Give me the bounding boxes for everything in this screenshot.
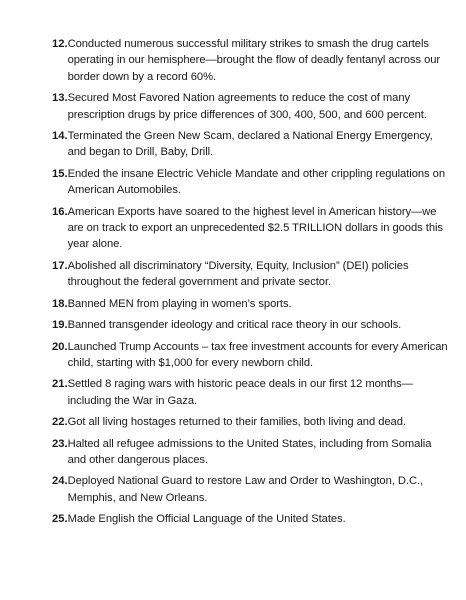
list-item bbox=[52, 339, 452, 372]
accomplishments-list bbox=[52, 36, 452, 533]
list-item bbox=[52, 258, 452, 291]
item-text: Deployed National Guard to restore Law and Order to Washington, D.C., Memphis, and New Orleans. bbox=[67, 475, 424, 504]
item-text: Terminated the Green New Scam, declared a National Energy Emergency, and began to Drill, Baby, Drill. bbox=[67, 130, 433, 159]
item-text: Banned MEN from playing in women’s sports. bbox=[67, 297, 292, 310]
item-text: Settled 8 raging wars with historic peace deals in our first 12 months—including the War in Gaza. bbox=[67, 378, 413, 407]
list-item bbox=[52, 128, 452, 161]
list-item bbox=[52, 376, 452, 409]
item-number: 14. bbox=[52, 130, 68, 143]
item-number: 17. bbox=[52, 259, 68, 272]
list-item bbox=[52, 296, 452, 312]
item-text: Abolished all discriminatory “Diversity, Equity, Inclusion” (DEI) policies throughout the federal government and private sector. bbox=[67, 259, 409, 289]
item-text: Launched Trump Accounts – tax free investment accounts for every American child, starting with $1,000 for every newborn child. bbox=[67, 340, 448, 369]
list-item bbox=[52, 317, 452, 333]
item-number: 22. bbox=[52, 416, 68, 429]
item-number: 16. bbox=[52, 205, 68, 218]
item-number: 19. bbox=[52, 319, 68, 332]
list-item bbox=[52, 473, 452, 506]
item-text: Ended the insane Electric Vehicle Mandate and other crippling regulations on American Automobiles. bbox=[67, 167, 446, 197]
item-number: 18. bbox=[52, 297, 68, 310]
list-item bbox=[52, 204, 452, 253]
item-text: Conducted numerous successful military strikes to smash the drug cartels operating in our hemisphere—brought the flow of deadly fentanyl across our border down by a record 60%. bbox=[67, 38, 441, 83]
list-item bbox=[52, 166, 452, 199]
item-number: 23. bbox=[52, 437, 68, 450]
item-text: Halted all refugee admissions to the United States, including from Somalia and other dangerous places. bbox=[67, 437, 432, 466]
item-number: 25. bbox=[52, 513, 68, 526]
item-number: 24. bbox=[52, 475, 68, 488]
item-text: Got all living hostages returned to their families, both living and dead. bbox=[67, 416, 406, 429]
item-text: Banned transgender ideology and critical race theory in our schools. bbox=[67, 319, 402, 332]
list-item bbox=[52, 90, 452, 123]
item-text: American Exports have soared to the highest level in American history—we are on track to export an unprecedented $2.5 TRILLION dollars in goods this year alone. bbox=[67, 205, 443, 251]
list-item bbox=[52, 511, 452, 527]
list-item bbox=[52, 36, 452, 85]
item-number: 12. bbox=[52, 38, 68, 50]
item-text: Secured Most Favored Nation agreements to reduce the cost of many prescription drugs by price differences of 300, 400, 500, and 600 percent. bbox=[67, 92, 427, 121]
list-item bbox=[52, 414, 452, 430]
item-number: 13. bbox=[52, 92, 68, 105]
item-number: 20. bbox=[52, 340, 68, 353]
item-text: Made English the Official Language of the United States. bbox=[67, 513, 346, 526]
item-number: 15. bbox=[52, 167, 68, 180]
item-number: 21. bbox=[52, 378, 68, 391]
list-item bbox=[52, 436, 452, 469]
